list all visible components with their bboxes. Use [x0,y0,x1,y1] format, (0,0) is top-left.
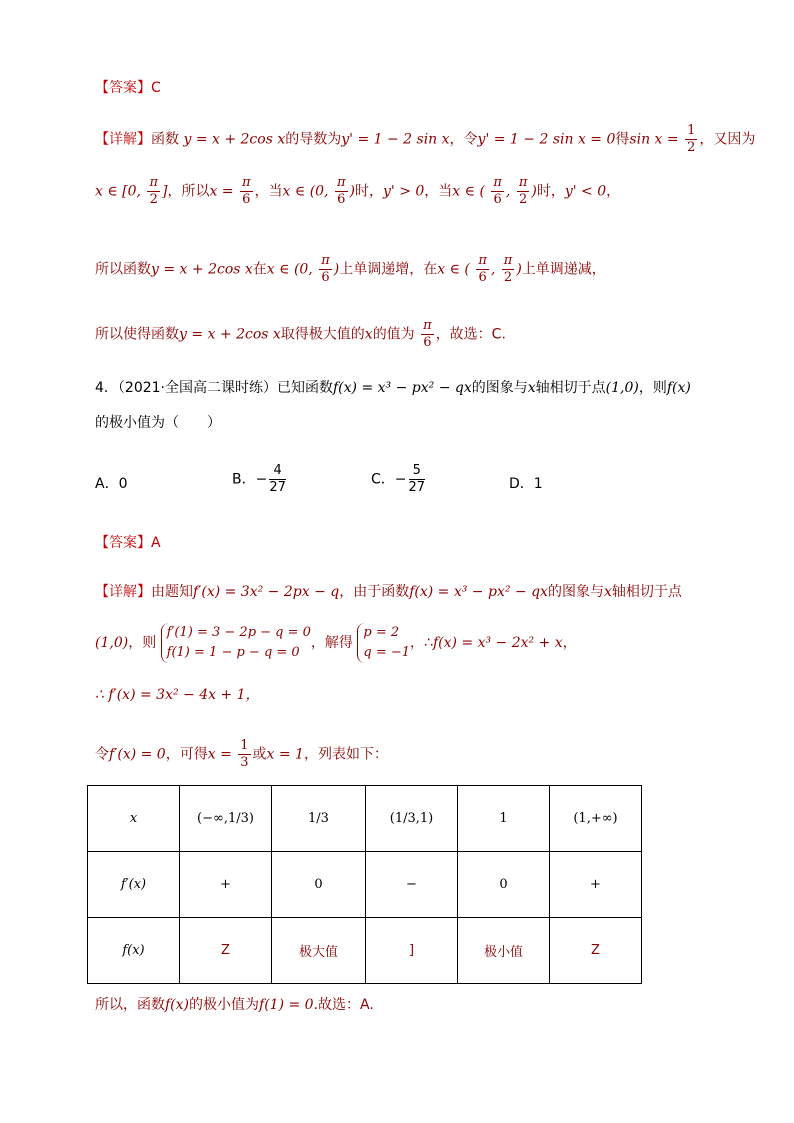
table-cell: 极小值 [458,918,550,984]
text: 的图象与 [471,380,528,396]
table-cell: Z [180,918,272,984]
numerator: π [493,175,502,190]
formula: ] [161,183,168,200]
formula: (1,0) [605,380,639,396]
text: ，故选：C. [435,326,506,343]
formula: x = 1 [266,746,304,763]
formula: , [490,261,496,278]
formula: x ∈ ( [437,261,470,278]
detail1-line3 [95,253,606,286]
text: 的值为 [372,326,415,343]
detail1-line2 [95,175,620,208]
denominator: 6 [337,192,346,207]
text: ，则 [128,635,157,651]
text: ，解得 [310,635,353,651]
denominator: 27 [408,480,426,495]
sign: − [255,471,268,488]
fraction-pi-2 [517,175,530,208]
option-label: B． [232,471,256,488]
formula: x ∈ (0, [282,183,329,200]
text: ，则 [638,380,667,396]
fraction-half [685,123,697,156]
table-cell: 0 [458,852,550,918]
option-c-fraction [409,463,426,496]
denominator: 6 [423,335,432,350]
numerator: π [423,318,432,333]
formula: x [527,380,536,396]
formula: y = x + 2cos x [179,326,281,343]
table-cell: f′(x) [88,852,180,918]
text: ，当 [424,183,453,200]
formula: ) [333,261,340,278]
formula: y = x + 2cos x [183,131,286,148]
denominator: 6 [242,192,251,207]
formula: y = x + 2cos x [151,261,253,278]
detail-tag: 【详解】 [95,584,151,600]
numerator: π [518,175,528,190]
denominator: 2 [518,192,528,207]
formula: f′(x) = 0 [109,746,166,763]
detail-tag: 【详解】 [95,131,151,148]
fraction-pi-6 [421,318,434,351]
answer-value: C [151,80,161,96]
formula: f(x) = x³ − 2x² + x [432,635,563,651]
denominator: 27 [269,480,286,495]
text: ，当 [254,183,283,200]
text: .故选：A. [313,997,374,1013]
denominator: 2 [503,270,513,285]
answer-tag: 【答案】 [95,535,151,551]
fraction-pi-6 [240,175,253,208]
text: 得 [615,131,630,148]
table-cell: + [180,852,272,918]
table-cell: 0 [272,852,366,918]
fraction-pi-6 [491,175,504,208]
formula: f(x) [165,997,190,1013]
formula: ) [531,183,537,200]
detail2-line3: ∴ f′(x) = 3x² − 4x + 1， [95,687,260,703]
denominator: 3 [240,755,249,770]
text: ，∴ [410,635,433,651]
table-cell: (1/3,1) [366,786,458,852]
text: ，所以 [167,183,210,200]
table-cell: f(x) [88,918,180,984]
table-cell: + [550,852,642,918]
formula: x ∈ (0, [266,261,313,278]
text: 上单调递增，在 [339,261,438,278]
detail2-line1 [95,582,682,602]
numerator: 4 [269,463,286,480]
text: 在 [252,261,267,278]
numerator: 1 [687,123,696,138]
formula: x ∈ [0, [95,183,141,200]
table-cell: (1,+∞) [550,786,642,852]
detail1-line4 [95,318,506,351]
text: 轴相切于点 [611,584,682,600]
option-c [371,463,427,496]
option-b-fraction [269,463,286,496]
table-cell: − [366,852,458,918]
formula: sin x = [629,131,679,148]
table-cell: 1 [458,786,550,852]
fraction-pi-6 [476,253,489,286]
formula: x ∈ ( [452,183,485,200]
formula: (1,0) [95,635,129,651]
text: 或 [252,746,267,763]
text: 时， [354,183,383,200]
question-text: 4．（2021·全国高二课时练）已知函数 [95,380,333,396]
formula: y' = 1 − 2 sin x [341,131,450,148]
sign-table [87,785,642,984]
table-cell: 极大值 [272,918,366,984]
formula: f(x) [666,380,691,396]
option-d: D．1 [509,476,543,492]
formula: f(x) = x³ − px² − qx [409,584,548,600]
numerator: π [336,175,346,190]
text: 上单调递减， [521,261,606,278]
fraction-pi-6 [335,175,348,208]
conclusion-line [95,995,374,1015]
equation: f(1) = 1 − p − q = 0 [166,645,300,660]
formula: x = [209,183,234,200]
formula: ) [349,183,355,200]
text: 函数 [151,131,179,148]
text: ，列表如下： [303,746,388,763]
fraction-third [238,738,250,771]
text: 所以，函数 [95,997,165,1013]
formula: ) [516,261,522,278]
denominator: 6 [478,270,487,285]
detail2-line4 [95,738,388,771]
numerator: π [478,253,487,268]
text: ，由于函数 [339,584,410,600]
table-row [88,852,642,918]
answer-line-2 [95,533,161,553]
text: 的图象与 [547,584,604,600]
formula: y' = 1 − 2 sin x = 0 [477,131,616,148]
table-cell: (−∞,1/3) [180,786,272,852]
denominator: 6 [493,192,502,207]
question4-line1 [95,378,691,398]
text: 的极小值为 [189,997,260,1013]
numerator: π [241,175,251,190]
formula: f(1) = 0 [259,997,314,1013]
text: 所以使得函数 [95,326,179,343]
formula: x [364,326,373,343]
formula: f(x) = x³ − px² − qx [333,380,472,396]
text: ，令 [449,131,478,148]
formula: y' > 0 [382,183,425,200]
text: ， [606,183,621,200]
option-label: C． [371,471,395,488]
numerator: 1 [240,738,249,753]
sign: − [394,471,407,488]
detail2-line2 [95,623,577,663]
numerator: π [321,253,330,268]
table-cell: 1/3 [272,786,366,852]
formula: f′(x) = 3x² − 2px − q [193,584,340,600]
answer-value: A [151,535,161,551]
fraction-pi-6 [319,253,332,286]
denominator: 2 [149,192,158,207]
equation: f′(1) = 3 − 2p − q = 0 [166,625,311,640]
text: 取得极大值的 [280,326,365,343]
text: 所以函数 [95,261,151,278]
text: ，又因为 [699,131,756,148]
formula: x = [207,746,232,763]
denominator: 6 [321,270,330,285]
equation: p = 2 [363,625,400,640]
text: ，可得 [165,746,208,763]
text: 令 [95,746,109,763]
equation: q = −1 [363,645,411,660]
table-cell: Z [550,918,642,984]
text: 轴相切于点 [535,380,606,396]
fraction-pi-2 [502,253,515,286]
table-row [88,786,642,852]
formula: , [505,183,511,200]
equation-system [161,623,311,663]
denominator: 2 [687,140,696,155]
text: 由题知 [151,584,193,600]
text: 的导数为 [285,131,342,148]
table-cell: ] [366,918,458,984]
question4-line2: 的极小值为（ ） [95,415,221,431]
text: 时， [536,183,565,200]
table-cell: x [88,786,180,852]
answer-line-1 [95,78,161,98]
option-a: A．0 [95,476,128,492]
table-row [88,918,642,984]
text: ， [562,635,577,651]
answer-tag: 【答案】 [95,80,151,96]
fraction-pi-2 [147,175,160,208]
formula: y' < 0 [564,183,607,200]
numerator: π [503,253,513,268]
option-b [232,463,288,496]
numerator: 5 [409,463,426,480]
solution-system [357,623,410,663]
detail1-line1 [95,123,755,156]
formula: x [603,584,612,600]
numerator: π [149,175,158,190]
